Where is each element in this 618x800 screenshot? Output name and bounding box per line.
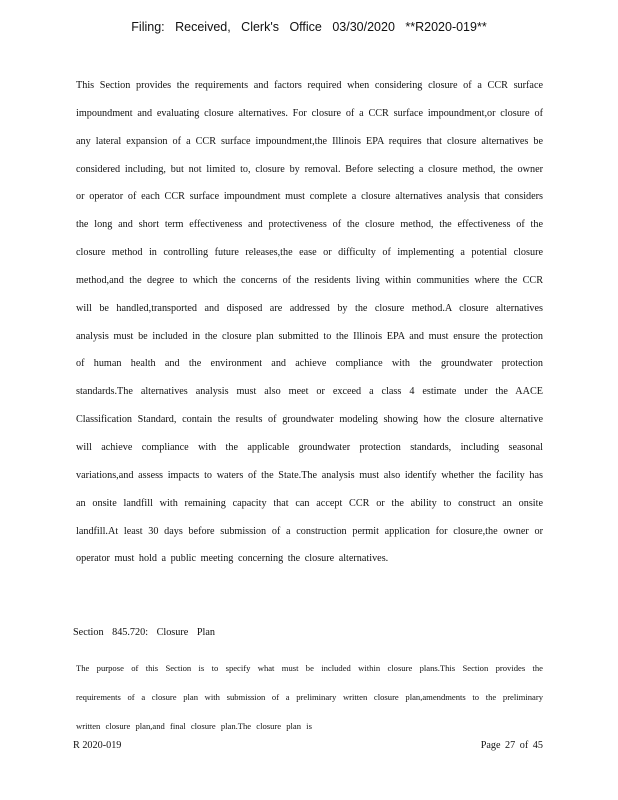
section-paragraph-container: [73, 654, 543, 741]
footer-docket: R 2020-019: [73, 740, 122, 751]
footer-page-number: Page 27 of 45: [480, 740, 543, 751]
body-paragraph-container: [73, 72, 543, 573]
section-heading: Section 845.720: Closure Plan: [73, 627, 215, 638]
section-paragraph: The purpose of this Section is to specify what must be included within closure plans.This Section provides the requirements of a closure plan with submission of a preliminary written closure plan,amendments to the preliminary written closure plan,and final closure plan.The closure plan is: [76, 663, 543, 731]
body-paragraph: This Section provides the requirements and factors required when considering closure of a CCR surface impoundment and evaluating closure alternatives. For closure of a CCR surface impoundment,or closure of any lateral expansion of a CCR surface impoundment,the Illinois EPA requires that closure alternatives be considered including, but not limited to, closure by removal. Before selecting a closure method, the owner or operator of each CCR surface impoundment must complete a closure alternatives analysis that considers the long and short term effectiveness and protectiveness of the closure method, the effectiveness of the closure method in controlling future releases,the ease or difficulty of implementing a potential closure method,and the degree to which the concerns of the residents living within communities where the CCR will be handled,transported and disposed are addressed by the closure method.A closure alternatives analysis must be included in the closure plan submitted to the Illinois EPA and must ensure the protection of human health and the environment and achieve compliance with the groundwater protection standards.The alternatives analysis must also meet or exceed a class 4 estimate under the AACE Classification Standard, contain the results of groundwater modeling showing how the closure alternative will achieve compliance with the applicable groundwater protection standards, including seasonal variations,and assess impacts to waters of the State.The analysis must also identify whether the facility has an onsite landfill with remaining capacity that can accept CCR or the ability to construct an onsite landfill.At least 30 days before submission of a construction permit application for closure,the owner or operator must hold a public meeting concerning the closure alternatives.: [76, 80, 543, 565]
filing-header: Filing: Received, Clerk's Office 03/30/2020 **R2020-019**: [131, 20, 487, 34]
